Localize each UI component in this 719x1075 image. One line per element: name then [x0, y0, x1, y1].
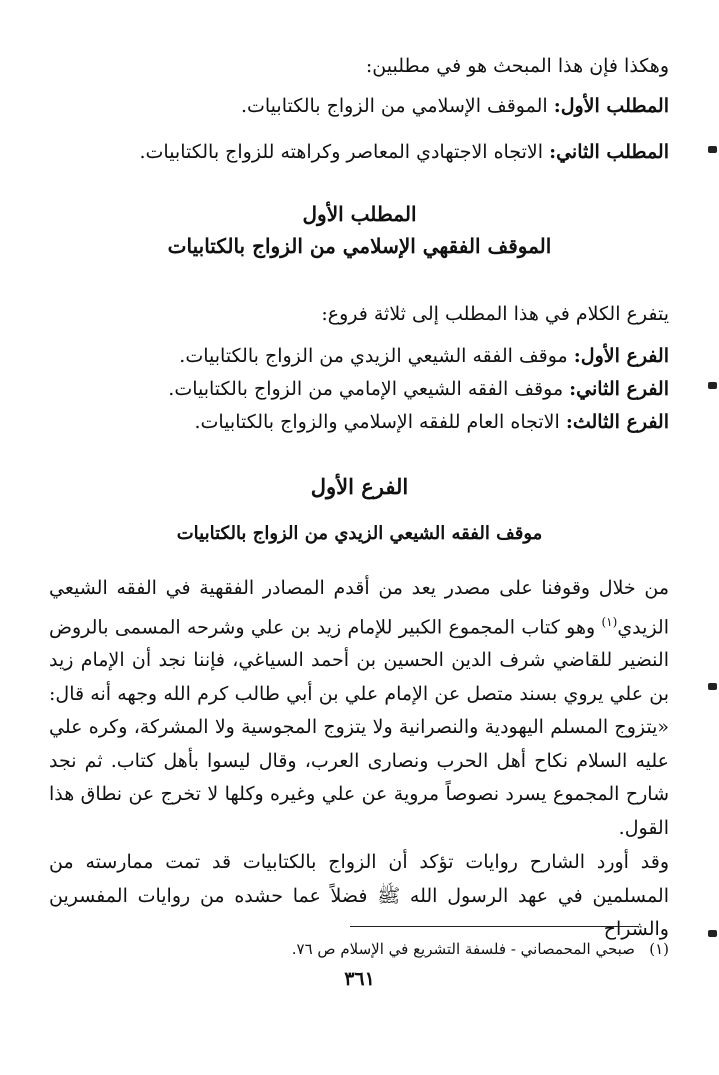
branch-list-item-3	[194, 408, 669, 436]
footnote	[292, 940, 669, 958]
paragraph-2	[49, 846, 669, 947]
branch-list-item-1-text: موقف الفقه الشيعي الزيدي من الزواج بالكتابيات.	[179, 345, 574, 367]
branch-list-item-2	[168, 375, 669, 403]
branch-list-item-2-label: الفرع الثاني:	[569, 378, 669, 400]
page-number: ٣٦١	[344, 968, 375, 990]
footnote-number: (١)	[649, 940, 669, 958]
branch-list-item-3-label: الفرع الثالث:	[565, 411, 669, 433]
paragraph-1-text-a: من خلال وقوفنا على مصدر يعد من أقدم المصادر الفقهية في الفقه الشيعي الزيدي	[49, 577, 669, 638]
footnote-ref: (١)	[601, 614, 618, 629]
margin-mark	[708, 683, 717, 690]
section-lead: يتفرع الكلام في هذا المطلب إلى ثلاثة فروع:	[321, 303, 669, 325]
footnote-text: صبحي المحمصاني - فلسفة التشريع في الإسلام ص ٧٦.	[291, 940, 635, 958]
intro-lead: وهكذا فإن هذا المبحث هو في مطلبين:	[365, 55, 669, 77]
branch-subtitle: موقف الفقه الشيعي الزيدي من الزواج بالكتابيات	[176, 523, 543, 544]
intro-item-1-text: الموقف الإسلامي من الزواج بالكتابيات.	[240, 95, 554, 117]
intro-item-2	[139, 138, 669, 166]
branch-list-item-3-text: الاتجاه العام للفقه الإسلامي والزواج بالكتابيات.	[194, 411, 566, 433]
margin-mark	[708, 146, 717, 153]
paragraph-1-text-b: وهو كتاب المجموع الكبير للإمام زيد بن علي وشرحه المسمى بالروض النضير للقاضي شرف الدين الحسين بن أحمد السياغي، فإننا نجد أن الإمام زيد بن علي يروي بسند متصل عن الإمام علي بن أبي طالب كرم الله وجهه أنه قال: «يتزوج المسلم اليهودية والنصرانية ولا يتزوج المجوسية ولا المشركة، وكره علي عليه السلام نكاح أهل الحرب ونصارى العرب، وقال ليسوا بأهل كتاب. ثم نجد شارح المجموع يسرد نصوصاً مروية عن علي وغيره وكلها لا تخرج عن نطاق هذا القول.	[49, 615, 669, 839]
margin-mark	[708, 930, 717, 937]
intro-item-2-label: المطلب الثاني:	[549, 141, 669, 163]
intro-item-1-label: المطلب الأول:	[553, 95, 669, 117]
branch-list-item-2-text: موقف الفقه الشيعي الإمامي من الزواج بالكتابيات.	[168, 378, 570, 400]
section-title: المطلب الأول	[302, 202, 417, 226]
branch-list-item-1	[179, 342, 669, 370]
paragraph-2-text: وقد أورد الشارح روايات تؤكد أن الزواج بالكتابيات قد تمت ممارسته من المسلمين في عهد الرسول الله ﷺ فضلاً عما حشده من روايات المفسرين والشراح	[49, 851, 669, 940]
intro-item-1	[241, 92, 669, 120]
branch-title: الفرع الأول	[310, 474, 409, 499]
paragraph-1	[49, 572, 669, 845]
section-subtitle: الموقف الفقهي الإسلامي من الزواج بالكتابيات	[167, 234, 552, 258]
branch-list-item-1-label: الفرع الأول:	[573, 345, 669, 367]
intro-item-2-text: الاتجاه الاجتهادي المعاصر وكراهته للزواج بالكتابيات.	[139, 141, 550, 163]
margin-mark	[708, 382, 717, 389]
footnote-divider	[350, 926, 638, 927]
